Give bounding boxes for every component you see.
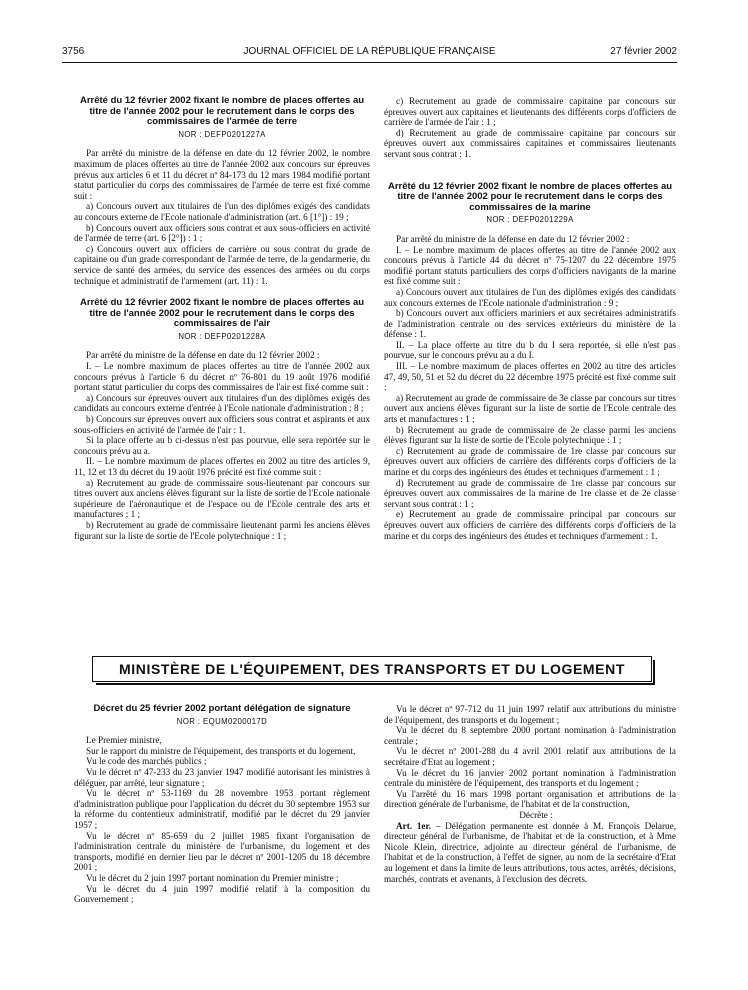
page-number: 3756: [62, 46, 85, 57]
nor-reference: NOR : EQUM0200017D: [176, 716, 268, 726]
header-rule: [62, 62, 677, 63]
decret-title: Décret du 25 février 2002 portant délégation de signature: [93, 703, 351, 714]
paragraph: Vu le décret du 16 janvier 2002 portant nomination à l'administration centrale du ministère de l'équipement, des transports et du logement ;: [384, 767, 676, 789]
left-column-top: [74, 96, 370, 541]
paragraph: c) Recrutement au grade de commissaire de 1re classe par concours sur épreuves ouvert aux officiers de carrière des différents corps d'officiers de la marine et du corps des ingénieurs des études et techniques d'armement : 1 ;: [384, 445, 676, 477]
paragraph: Vu le décret nº 47-233 du 23 janvier 1947 modifié autorisant les ministres à déléguer, par arrêté, leur signature ;: [74, 766, 370, 788]
paragraph: Vu le décret nº 53-1169 du 28 novembre 1953 portant règlement d'administration publique pour l'application du décret du 30 septembre 1953 sur la réforme du contentieux administratif, modifié par le décret du 29 janvier 1957 ;: [74, 788, 370, 830]
paragraph: II. – Le nombre maximum de places offertes en 2002 au titre des articles 9, 11, 12 et 13 du décret du 19 août 1976 précité est fixé comme suit :: [74, 456, 370, 477]
paragraph: a) Recrutement au grade de commissaire de 3e classe par concours sur titres ouvert aux anciens élèves figurant sur la liste de sortie de l'Ecole centrale des arts et manufactures : 1 ;: [384, 392, 676, 425]
paragraph: c) Concours ouvert aux officiers de carrière ou sous contrat du grade de capitaine ou d'un grade correspondant de l'armée de terre, de la gendarmerie, du service de santé des armées, du service des essences des armées ou du corps technique et administratif de l'armement (art. 11) : 1.: [74, 243, 370, 286]
paragraph: b) Concours ouvert aux officiers sous contrat et aux sous-officiers en activité de l'armée de terre (art. 6 [2°]) : 1 ;: [74, 222, 370, 244]
paragraph: Vu le décret nº 97-712 du 11 juin 1997 relatif aux attributions du ministre de l'équipement, des transports et du logement ;: [384, 704, 676, 725]
paragraph: Vu l'arrêté du 16 mars 1998 portant organisation et attributions de la direction générale de l'urbanisme, de l'habitat et de la construction,: [384, 788, 676, 810]
right-column-bottom: [384, 704, 676, 884]
paragraph: a) Concours sur épreuves ouvert aux titulaires d'un des diplômes exigés des candidats au concours externe d'entrée à l'Ecole nationale d'administration : 8 ;: [74, 392, 370, 414]
arrete-title-air: Arrêté du 12 février 2002 fixant le nombre de places offertes au titre de l'année 2002 pour le recrutement dans le corps des commissaires de l'air: [79, 297, 365, 330]
paragraph: Par arrêté du ministre de la défense en date du 12 février 2002 :: [86, 350, 320, 361]
paragraph: Vu le décret du 2 juin 1997 portant nomination du Premier ministre ;: [86, 872, 339, 883]
paragraph: b) Recrutement au grade de commissaire de 2e classe parmi les anciens élèves figurant sur la liste de sortie de l'Ecole polytechnique : 1 ;: [384, 424, 676, 446]
article-label: Art. 1er.: [396, 820, 432, 831]
paragraph: Si la place offerte au b ci-dessus n'est pas pourvue, elle sera reportée sur le concours prévu au a.: [74, 435, 370, 456]
paragraph: Vu le code des marchés publics ;: [86, 756, 207, 767]
page-header: [62, 46, 677, 62]
nor-reference: NOR : DEFP0201227A: [178, 129, 266, 139]
ministry-banner: MINISTÈRE DE L'ÉQUIPEMENT, DES TRANSPORTS ET DU LOGEMENT: [92, 656, 652, 682]
paragraph: Vu le décret nº 2001-288 du 4 avril 2001 relatif aux attributions de la secrétaire d'Etat au logement ;: [384, 746, 676, 767]
nor-reference: NOR : DEFP0201229A: [486, 215, 574, 225]
article-1: [384, 821, 676, 885]
right-column-top: [384, 96, 676, 541]
paragraph: b) Concours ouvert aux officiers mariniers et aux secrétaires administratifs de l'administration centrale ou des services extérieurs du ministère de la défense : 1.: [384, 308, 676, 340]
paragraph: Vu le décret du 8 septembre 2000 portant nomination à l'administration centrale ;: [384, 725, 676, 746]
paragraph: d) Recrutement au grade de commissaire de 1re classe par concours sur épreuves ouvert aux commissaires de la marine de 1re classe et de 2e classe servant sous contrat : 1 ;: [384, 477, 676, 509]
paragraph: a) Concours ouvert aux titulaires de l'un des diplômes exigés des candidats aux concours externes de l'Ecole nationale d'administration : 9 ;: [384, 286, 676, 308]
paragraph: Sur le rapport du ministre de l'équipement, des transports et du logement,: [86, 745, 356, 756]
paragraph: Le Premier ministre,: [86, 735, 162, 746]
journal-title: JOURNAL OFFICIEL DE LA RÉPUBLIQUE FRANÇAISE: [243, 46, 496, 57]
paragraph: d) Recrutement au grade de commissaire capitaine par concours sur épreuves ouvert aux commissaires capitaines et commissaires lieutenants servant sous contrat : 1.: [384, 127, 676, 159]
arrete-title-marine: Arrêté du 12 février 2002 fixant le nombre de places offertes au titre de l'année 2002 pour le recrutement dans le corps des commissaires de la marine: [387, 180, 673, 213]
issue-date: 27 février 2002: [610, 46, 677, 57]
paragraph: c) Recrutement au grade de commissaire capitaine par concours sur épreuves ouvert aux capitaines et lieutenants des différents corps d'officiers de carrière de l'armée de l'air : 1 ;: [384, 96, 676, 128]
paragraph: Par arrêté du ministre de la défense en date du 12 février 2002, le nombre maximum de places offertes au titre de l'année 2002 aux concours sur épreuves prévus aux articles 6 et 11 du décret nº 84-173 du 12 mars 1984 modifié portant statut particulier du corps des commissaires de l'armée de terre est fixé comme suit :: [74, 148, 370, 201]
paragraph: a) Recrutement au grade de commissaire sous-lieutenant par concours sur titres ouvert aux anciens élèves figurant sur la liste de sortie de l'Ecole nationale supérieure de l'aéronautique et de l'espace ou de l'Ecole centrale des arts et manufactures : 1 ;: [74, 477, 370, 520]
paragraph: a) Concours ouvert aux titulaires de l'un des diplômes exigés des candidats au concours externe de l'Ecole nationale d'administration (art. 6 [1°]) : 19 ;: [74, 201, 370, 222]
paragraph: Vu le décret nº 85-659 du 2 juillet 1985 fixant l'organisation de l'administration centrale du ministère de l'urbanisme, du logement et des transports, modifié en dernier lieu par le décret nº 2001-1205 du 18 décembre 2001 ;: [74, 830, 370, 873]
paragraph: I. – Le nombre maximum de places offertes au titre de l'année 2002 aux concours prévus à l'article 44 du décret nº 75-1207 du 22 décembre 1975 modifié portant statuts particuliers des corps d'officiers navigants de la marine est fixé comme suit :: [384, 244, 676, 287]
paragraph: b) Concours sur épreuves ouvert aux officiers sous contrat et aspirants et aux sous-officiers en activité de l'armée de l'air : 1.: [74, 414, 370, 435]
paragraph: II. – La place offerte au titre du b du I sera reportée, si elle n'est pas pourvue, sur le concours prévu au a du I.: [384, 339, 676, 361]
paragraph: I. – Le nombre maximum de places offertes au titre de l'année 2002 aux concours prévus à l'article 6 du décret nº 76-801 du 19 août 1976 modifié portant statut particulier du corps des commissaires de l'air est fixé comme suit :: [74, 361, 370, 393]
decrete-heading: Décrète :: [519, 809, 553, 820]
paragraph: Vu le décret du 4 juin 1997 modifié relatif à la composition du Gouvernement ;: [74, 883, 370, 905]
paragraph: e) Recrutement au grade de commissaire principal par concours sur épreuves ouvert aux officiers de carrière des différents corps d'officiers de la marine et du corps des ingénieurs des études et techniques d'armement : 1.: [384, 509, 676, 541]
paragraph: b) Recrutement au grade de commissaire lieutenant parmi les anciens élèves figurant sur la liste de sortie de l'Ecole polytechnique : 1 ;: [74, 519, 370, 541]
arrete-title-terre: Arrêté du 12 février 2002 fixant le nombre de places offertes au titre de l'année 2002 pour le recrutement dans le corps des commissaires de l'armée de terre: [79, 95, 365, 128]
paragraph: Par arrêté du ministre de la défense en date du 12 février 2002 :: [396, 233, 630, 244]
left-column-bottom: [74, 704, 370, 905]
article-text: – Délégation permanente est donnée à M. François Delarue, directeur général de l'urbanisme, de l'habitat et de la construction, et à Mme Nicole Klein, directrice, adjointe au directeur général de l'urbanisme, de l'habitat et de la construction, à l'effet de signer, au nom de la secrétaire d'Etat au logement et dans la limite de leurs attributions, tous actes, arrêtés, décisions, marchés, contrats et avenants, à l'exclusion des décrets.: [384, 820, 676, 884]
nor-reference: NOR : DEFP0201228A: [178, 331, 266, 341]
paragraph: III. – Le nombre maximum de places offertes en 2002 au titre des articles 47, 49, 50, 51 et 52 du décret du 22 décembre 1975 précité est fixé comme suit :: [384, 361, 676, 393]
